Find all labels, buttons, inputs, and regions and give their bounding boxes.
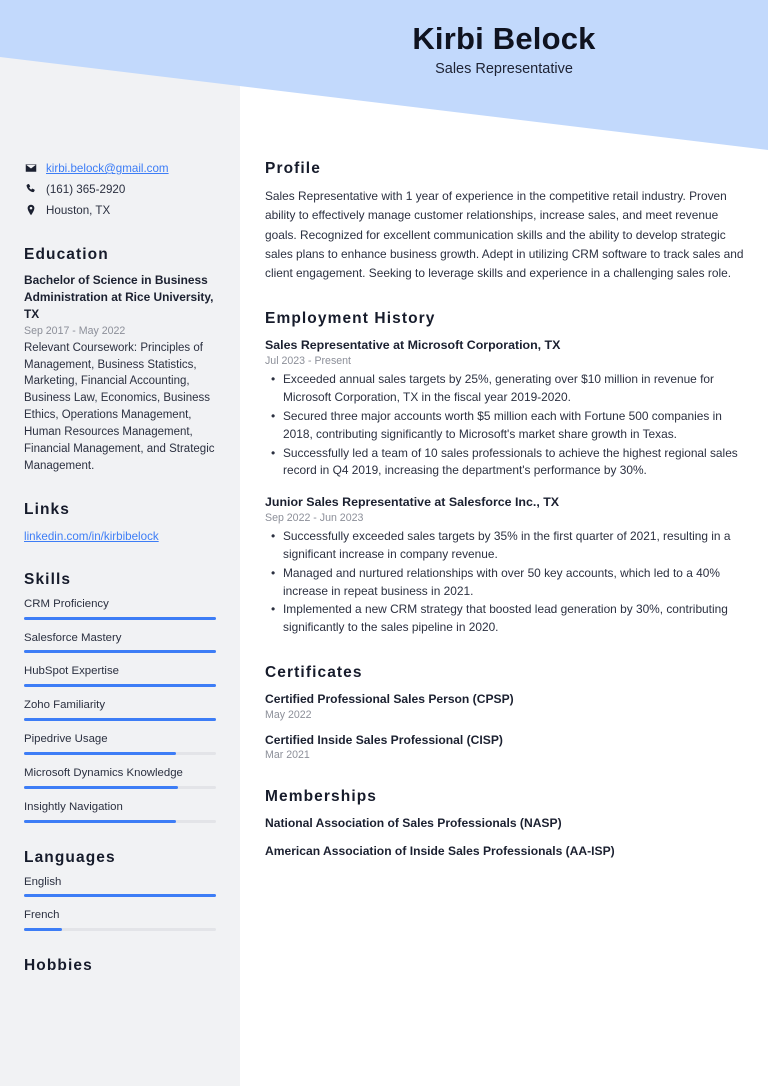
linkedin-link[interactable]: linkedin.com/in/kirbibelock <box>24 529 159 543</box>
employment-title: Sales Representative at Microsoft Corporation, TX <box>265 338 561 353</box>
certificate-name: Certified Inside Sales Professional (CISP) <box>265 732 503 747</box>
skill-bar-fill <box>24 617 216 620</box>
employment-title: Junior Sales Representative at Salesforce Inc., TX <box>265 495 560 510</box>
skill-bar-track <box>24 820 216 823</box>
links-heading: Links <box>24 500 70 518</box>
profile-text: Sales Representative with 1 year of experience in the competitive retail industry. Proven ability to effectively manage customer relationships, increase sales, and meet revenue goals. Recognized for excellent communication skills and the ability to develop strategic sales plans to enhance business growth. Adept in utilizing CRM software to track sales and client engagement. Seeking to leverage skills and experience in a challenging sales role. <box>265 189 744 281</box>
skill-bar-track <box>24 650 216 653</box>
memberships-section <box>265 788 745 860</box>
employment-date: Sep 2022 - Jun 2023 <box>265 512 364 525</box>
education-degree: Bachelor of Science in Business Administration at Rice University, TX <box>24 272 214 321</box>
skill-bar-track <box>24 617 216 620</box>
skill-label: Zoho Familiarity <box>24 699 106 712</box>
employment-date: Jul 2023 - Present <box>265 355 351 368</box>
skill-item <box>24 698 216 721</box>
skill-bar-fill <box>24 684 216 687</box>
language-item <box>24 908 216 931</box>
sidebar <box>0 0 240 1086</box>
envelope-icon <box>24 160 37 174</box>
skill-label: HubSpot Expertise <box>24 665 119 678</box>
employment-bullets <box>265 528 745 637</box>
contact-list <box>24 160 216 220</box>
candidate-name: Kirbi Belock <box>412 21 596 56</box>
contact-phone <box>24 181 216 199</box>
skill-bar-fill <box>24 718 216 721</box>
employment-bullet: • Exceeded annual sales targets by 25%, generating over $10 million in revenue for Microsoft Corporation, TX in the fiscal year 2019-2020. <box>265 371 745 407</box>
skill-item <box>24 664 216 687</box>
skill-label: Pipedrive Usage <box>24 733 108 746</box>
candidate-job-title: Sales Representative <box>435 61 573 78</box>
education-heading: Education <box>24 245 109 263</box>
skill-label: Salesforce Mastery <box>24 631 122 644</box>
link-item[interactable] <box>24 527 216 545</box>
skill-bar-track <box>24 684 216 687</box>
employment-bullet: • Successfully led a team of 10 sales professionals to achieve the highest regional sales record in Q4 2019, increasing the department's performance by 30%. <box>265 445 745 481</box>
certificate-entry <box>265 732 745 761</box>
language-label: English <box>24 875 62 888</box>
employment-bullet: • Secured three major accounts worth $5 million each with Fortune 500 companies in 2018, contributing significantly to Microsoft's market share growth in Texas. <box>265 408 745 444</box>
certificate-entry <box>265 691 745 720</box>
certificate-date: May 2022 <box>265 708 312 721</box>
employment-entry <box>265 494 745 637</box>
skill-bar-fill <box>24 650 216 653</box>
employment-entry <box>265 337 745 480</box>
skill-item <box>24 732 216 755</box>
skill-label: Insightly Navigation <box>24 800 123 813</box>
education-description: Relevant Coursework: Principles of Management, Business Statistics, Marketing, Financial Accounting, Business Law, Economics, Business Ethics, Operations Management, Human Resources Management, Financial Management, and Strategic Management. <box>24 341 215 472</box>
skill-item <box>24 597 216 620</box>
skill-bar-fill <box>24 820 176 823</box>
employment-bullet: • Successfully exceeded sales targets by 35% in the first quarter of 2021, resulting in a significant increase in company revenue. <box>265 528 745 564</box>
contact-location-text: Houston, TX <box>46 203 111 217</box>
membership-entry: National Association of Sales Professionals (NASP) <box>265 815 562 830</box>
employment-bullet: • Implemented a new CRM strategy that boosted lead generation by 30%, contributing significantly to the sales pipeline in 2020. <box>265 601 745 637</box>
contact-email-link[interactable]: kirbi.belock@gmail.com <box>46 162 169 175</box>
certificates-heading: Certificates <box>265 664 363 682</box>
skill-bar-track <box>24 786 216 789</box>
main-column <box>265 0 745 886</box>
contact-phone-text: (161) 365-2920 <box>46 182 126 196</box>
skill-bar-fill <box>24 752 176 755</box>
skill-label: CRM Proficiency <box>24 597 109 610</box>
skill-bar-track <box>24 752 216 755</box>
language-bar-fill <box>24 928 62 931</box>
skill-item <box>24 631 216 654</box>
languages-heading: Languages <box>24 848 116 866</box>
skill-item <box>24 766 216 789</box>
certificates-section <box>265 664 745 761</box>
education-entry <box>24 272 216 475</box>
hobbies-heading: Hobbies <box>24 957 93 975</box>
education-date: Sep 2017 - May 2022 <box>24 324 126 337</box>
certificate-name: Certified Professional Sales Person (CPSP) <box>265 692 514 707</box>
skill-label: Microsoft Dynamics Knowledge <box>24 766 183 779</box>
skills-list <box>24 597 216 823</box>
employment-bullet: • Managed and nurtured relationships with over 50 key accounts, which led to a 40% increase in repeat business in 2021. <box>265 565 745 601</box>
employment-bullets <box>265 371 745 480</box>
phone-icon <box>24 181 37 195</box>
memberships-heading: Memberships <box>265 787 378 805</box>
language-item <box>24 875 216 898</box>
skill-bar-track <box>24 718 216 721</box>
location-pin-icon <box>24 202 37 216</box>
profile-heading: Profile <box>265 160 321 177</box>
skill-item <box>24 800 216 823</box>
employment-heading: Employment History <box>265 310 436 328</box>
skills-heading: Skills <box>24 570 72 588</box>
contact-email[interactable] <box>24 160 216 178</box>
profile-section <box>265 160 745 283</box>
language-bar-track <box>24 894 216 897</box>
language-bar-fill <box>24 894 216 897</box>
employment-section <box>265 310 745 637</box>
certificate-date: Mar 2021 <box>265 748 310 761</box>
contact-location <box>24 202 216 220</box>
language-label: French <box>24 909 60 922</box>
language-bar-track <box>24 928 216 931</box>
membership-entry: American Association of Inside Sales Professionals (AA-ISP) <box>265 844 615 859</box>
languages-list <box>24 875 216 932</box>
skill-bar-fill <box>24 786 178 789</box>
